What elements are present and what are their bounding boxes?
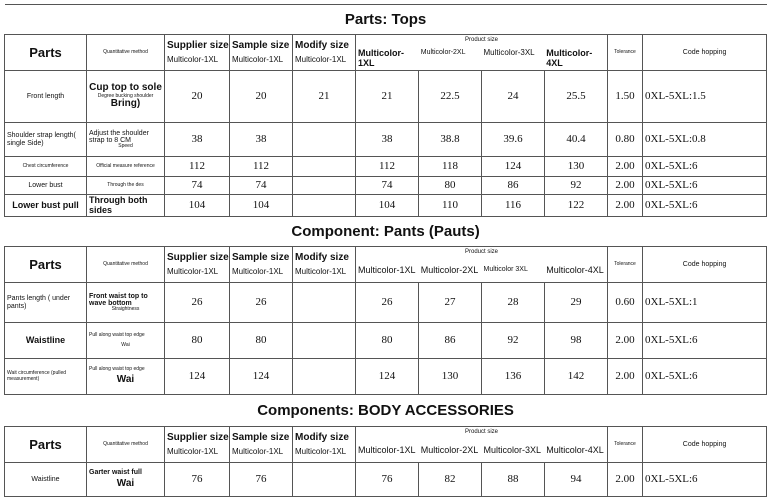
table-row (5, 195, 767, 217)
modify-value (293, 463, 356, 497)
product-1xl-value: 38 (356, 123, 419, 157)
tolerance-header: Tolerance (608, 427, 643, 463)
product-2xl-value: 130 (419, 359, 482, 395)
product-3xl-value: 24 (482, 71, 545, 123)
size-chart-table (4, 4, 767, 497)
method-cell: Garter waist full Wai (87, 463, 165, 497)
modify-value (293, 195, 356, 217)
supplier-value: 26 (165, 283, 230, 323)
modify-size-header: Modify size Multicolor-1XL (293, 35, 356, 71)
product-2xl-value: 80 (419, 177, 482, 195)
sample-size-header: Sample size Multicolor-1XL (230, 427, 293, 463)
product-1xl-value: 124 (356, 359, 419, 395)
part-name: Waistline (5, 323, 87, 359)
sample-size-header: Sample size Multicolor-1XL (230, 247, 293, 283)
sample-value: 74 (230, 177, 293, 195)
method-cell: Adjust the shoulder strap to 8 CM Speed (87, 123, 165, 157)
supplier-value: 104 (165, 195, 230, 217)
code-hopping-value: 0XL-5XL:6 (643, 323, 767, 359)
tolerance-header: Tolerance (608, 35, 643, 71)
product-size-header: Product size Multicolor-1XL Multicolor-2XL Multicolor-3XL Multicolor-4XL (356, 427, 608, 463)
section-title-row (5, 395, 767, 427)
section-title: Parts: Tops (5, 5, 767, 35)
parts-header: Parts (5, 427, 87, 463)
product-col-1xl: Multicolor-1XL (358, 264, 416, 275)
supplier-value: 124 (165, 359, 230, 395)
supplier-value: 76 (165, 463, 230, 497)
modify-value (293, 123, 356, 157)
code-hopping-value: 0XL-5XL:6 (643, 177, 767, 195)
modify-value: 21 (293, 71, 356, 123)
method-cell: Front waist top to wave bottom Straightness (87, 283, 165, 323)
product-col-3xl: Multicolor 3XL (483, 265, 528, 273)
product-2xl-value: 82 (419, 463, 482, 497)
supplier-value: 112 (165, 157, 230, 177)
tolerance-value: 1.50 (608, 71, 643, 123)
section-title-row (5, 5, 767, 35)
product-4xl-value: 94 (545, 463, 608, 497)
product-col-1xl: Multicolor-1XL (358, 444, 416, 455)
tolerance-header: Tolerance (608, 247, 643, 283)
product-col-4xl: Multicolor-4XL (546, 48, 593, 68)
section-title: Component: Pants (Pauts) (5, 217, 767, 247)
method-cell: Pull along waist top edge Wai (87, 359, 165, 395)
modify-value (293, 359, 356, 395)
product-4xl-value: 25.5 (545, 71, 608, 123)
product-size-header: Product size Multicolor-1XL Multicolor-2XL Multicolor-3XL Multicolor-4XL (356, 35, 608, 71)
supplier-size-header: Supplier size Multicolor-1XL (165, 35, 230, 71)
modify-size-header: Modify size Multicolor-1XL (293, 247, 356, 283)
product-col-3xl: Multicolor-3XL (483, 444, 542, 455)
product-2xl-value: 118 (419, 157, 482, 177)
product-col-4xl: Multicolor-4XL (546, 444, 604, 455)
product-3xl-value: 116 (482, 195, 545, 217)
method-cell: Cup top to sole Degree bucking shoulder Bring) (87, 71, 165, 123)
tolerance-value: 2.00 (608, 463, 643, 497)
sample-value: 38 (230, 123, 293, 157)
modify-value (293, 323, 356, 359)
table-row (5, 323, 767, 359)
code-hopping-value: 0XL-5XL:1.5 (643, 71, 767, 123)
product-4xl-value: 122 (545, 195, 608, 217)
product-4xl-value: 142 (545, 359, 608, 395)
product-2xl-value: 86 (419, 323, 482, 359)
part-name: Lower bust pull (5, 195, 87, 217)
part-name: Waistline (5, 463, 87, 497)
product-col-2xl: Multicolor-2XL (420, 49, 466, 57)
product-3xl-value: 124 (482, 157, 545, 177)
method-cell: Through both sides (87, 195, 165, 217)
sample-value: 80 (230, 323, 293, 359)
code-hopping-value: 0XL-5XL:1 (643, 283, 767, 323)
tolerance-value: 2.00 (608, 195, 643, 217)
section-title-row (5, 217, 767, 247)
method-cell: Pull along waist top edge Wai (87, 323, 165, 359)
modify-value (293, 177, 356, 195)
product-1xl-value: 21 (356, 71, 419, 123)
product-1xl-value: 26 (356, 283, 419, 323)
product-3xl-value: 39.6 (482, 123, 545, 157)
modify-size-header: Modify size Multicolor-1XL (293, 427, 356, 463)
code-hopping-header: Code hopping (643, 247, 767, 283)
part-name: Chest circumference (5, 157, 87, 177)
header-row (5, 427, 767, 463)
supplier-size-header: Supplier size Multicolor-1XL (165, 427, 230, 463)
code-hopping-value: 0XL-5XL:6 (643, 463, 767, 497)
product-3xl-value: 136 (482, 359, 545, 395)
tolerance-value: 2.00 (608, 177, 643, 195)
code-hopping-value: 0XL-5XL:6 (643, 157, 767, 177)
product-1xl-value: 112 (356, 157, 419, 177)
part-name: Front length (5, 71, 87, 123)
part-name: Pants length ( under pants) (5, 283, 87, 323)
part-name: Lower bust (5, 177, 87, 195)
sample-value: 26 (230, 283, 293, 323)
parts-header: Parts (5, 35, 87, 71)
product-2xl-value: 110 (419, 195, 482, 217)
code-hopping-header: Code hopping (643, 35, 767, 71)
product-4xl-value: 92 (545, 177, 608, 195)
table-row (5, 71, 767, 123)
product-1xl-value: 80 (356, 323, 419, 359)
product-col-3xl: Multicolor-3XL (483, 48, 535, 58)
table-row (5, 157, 767, 177)
product-col-4xl: Multicolor-4XL (546, 264, 604, 275)
tolerance-value: 0.60 (608, 283, 643, 323)
product-4xl-value: 40.4 (545, 123, 608, 157)
tolerance-value: 2.00 (608, 157, 643, 177)
sample-value: 112 (230, 157, 293, 177)
product-4xl-value: 130 (545, 157, 608, 177)
supplier-value: 80 (165, 323, 230, 359)
sample-value: 104 (230, 195, 293, 217)
method-header: Quantitative method (87, 35, 165, 71)
part-name: Shoulder strap length( single Side) (5, 123, 87, 157)
product-3xl-value: 88 (482, 463, 545, 497)
supplier-value: 38 (165, 123, 230, 157)
modify-value (293, 283, 356, 323)
product-1xl-value: 76 (356, 463, 419, 497)
method-cell: Official measure reference (87, 157, 165, 177)
section-title: Components: BODY ACCESSORIES (5, 395, 767, 427)
product-col-1xl: Multicolor-1XL (358, 48, 404, 68)
tolerance-value: 0.80 (608, 123, 643, 157)
tolerance-value: 2.00 (608, 359, 643, 395)
product-col-2xl: Multicolor-2XL (420, 444, 479, 455)
supplier-value: 74 (165, 177, 230, 195)
table-row (5, 359, 767, 395)
supplier-value: 20 (165, 71, 230, 123)
sample-value: 76 (230, 463, 293, 497)
code-hopping-value: 0XL-5XL:0.8 (643, 123, 767, 157)
method-header: Quantitative method (87, 427, 165, 463)
size-chart-sheet (4, 4, 766, 491)
sample-value: 124 (230, 359, 293, 395)
part-name: Wait circumference (pulled measurement) (5, 359, 87, 395)
table-row (5, 283, 767, 323)
header-row (5, 247, 767, 283)
product-1xl-value: 74 (356, 177, 419, 195)
product-4xl-value: 98 (545, 323, 608, 359)
product-2xl-value: 27 (419, 283, 482, 323)
product-3xl-value: 86 (482, 177, 545, 195)
tolerance-value: 2.00 (608, 323, 643, 359)
sample-size-header: Sample size Multicolor-1XL (230, 35, 293, 71)
supplier-size-header: Supplier size Multicolor-1XL (165, 247, 230, 283)
table-row (5, 177, 767, 195)
product-2xl-value: 38.8 (419, 123, 482, 157)
parts-header: Parts (5, 247, 87, 283)
product-2xl-value: 22.5 (419, 71, 482, 123)
product-3xl-value: 92 (482, 323, 545, 359)
product-col-2xl: Multicolor-2XL (420, 264, 479, 275)
product-3xl-value: 28 (482, 283, 545, 323)
table-row (5, 463, 767, 497)
modify-value (293, 157, 356, 177)
product-4xl-value: 29 (545, 283, 608, 323)
code-hopping-value: 0XL-5XL:6 (643, 195, 767, 217)
header-row (5, 35, 767, 71)
code-hopping-header: Code hopping (643, 427, 767, 463)
method-cell: Through the des (87, 177, 165, 195)
table-row (5, 123, 767, 157)
product-size-header: Product size Multicolor-1XL Multicolor-2XL Multicolor 3XL Multicolor-4XL (356, 247, 608, 283)
sample-value: 20 (230, 71, 293, 123)
product-1xl-value: 104 (356, 195, 419, 217)
method-header: Quantitative method (87, 247, 165, 283)
code-hopping-value: 0XL-5XL:6 (643, 359, 767, 395)
